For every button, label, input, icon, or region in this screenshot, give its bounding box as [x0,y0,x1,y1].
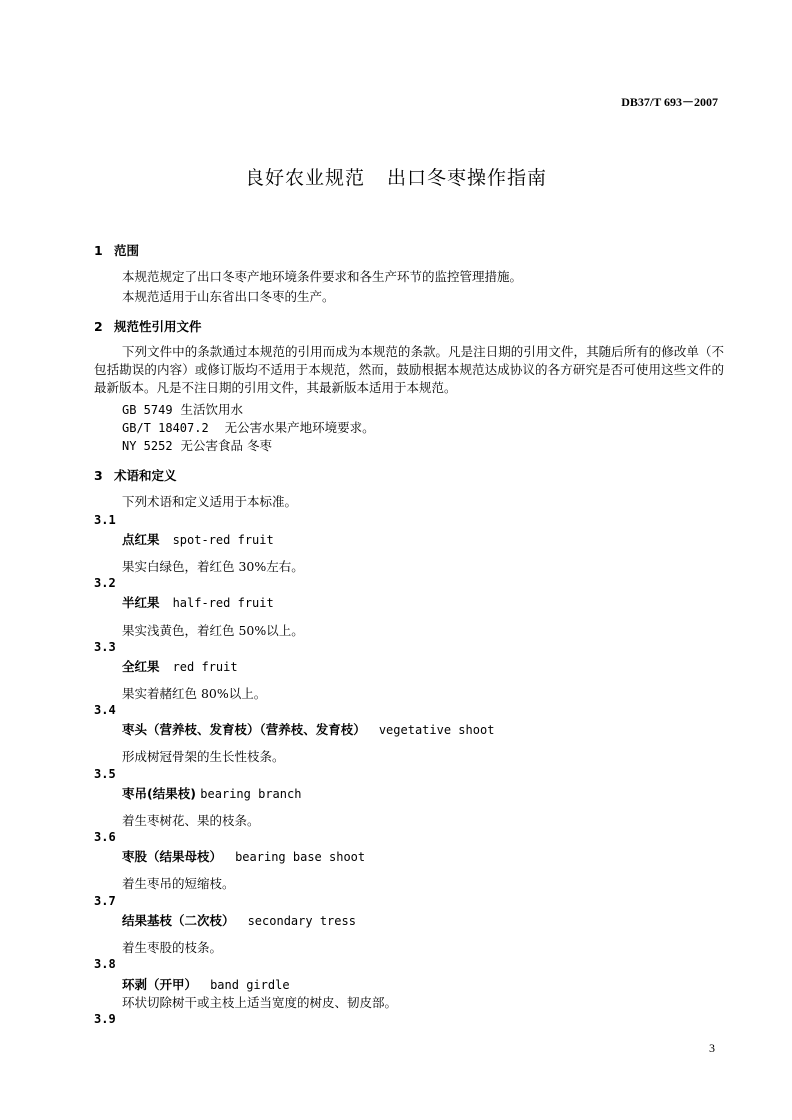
page-number: 3 [709,1041,715,1055]
term-number: 3.8 [94,957,116,971]
terms-intro: 下列术语和定义适用于本标准。 [122,494,298,509]
title-part1: 良好农业规范 [244,167,365,189]
term-number: 3.7 [94,894,116,908]
term-title: 半红果 half-red fruit [122,595,274,610]
section-heading-scope: 1 范围 [94,243,140,258]
term-title: 枣股（结果母枝） bearing base shoot [122,849,366,864]
term-number: 3.5 [94,767,116,781]
refs-intro-paragraph: 下列文件中的条款通过本规范的引用而成为本规范的条款。凡是注日期的引用文件，其随后所有的修改单（不包括勘误的内容）或修订版均不适用于本规范，然而，鼓励根据本规范达成协议的各方研究是否可使用这些文件的最新版本。凡是不注日期的引用文件，其最新版本适用于本规范。 [94,344,724,395]
term-definition: 果实白绿色，着红色 30%左右。 [122,559,304,574]
term-title: 点红果 spot-red fruit [122,532,274,547]
scope-paragraph-2: 本规范适用于山东省出口冬枣的生产。 [122,289,335,304]
term-number: 3.1 [94,513,116,527]
term-definition: 着生枣树花、果的枝条。 [122,813,260,828]
term-title: 枣吊(结果枝) bearing branch [122,786,302,801]
section-heading-refs: 2 规范性引用文件 [94,319,202,334]
term-definition: 着生枣股的枝条。 [122,940,223,955]
term-number: 3.6 [94,830,116,844]
scope-paragraph-1: 本规范规定了出口冬枣产地环境条件要求和各生产环节的监控管理措施。 [122,269,523,284]
term-number: 3.2 [94,576,116,590]
term-definition: 果实着赭红色 80%以上。 [122,686,267,701]
title-part2: 出口冬枣操作指南 [387,167,548,189]
term-definition: 着生枣吊的短缩枝。 [122,876,235,891]
term-number: 3.3 [94,640,116,654]
term-number: 3.4 [94,703,116,717]
standard-code: DB37/T 693－2007 [621,95,718,109]
section-heading-terms: 3 术语和定义 [94,468,177,483]
term-number: 3.9 [94,1012,116,1026]
term-title: 环剥（开甲） band girdle [122,977,290,992]
term-definition: 果实浅黄色，着红色 50%以上。 [122,623,304,638]
term-definition: 形成树冠骨架的生长性枝条。 [122,749,285,764]
ref-item: GB/T 18407.2 无公害水果产地环境要求。 [122,420,375,435]
term-definition: 环状切除树干或主枝上适当宽度的树皮、韧皮部。 [122,995,398,1010]
ref-item: NY 5252 无公害食品 冬枣 [122,438,273,453]
ref-item: GB 5749 生活饮用水 [122,402,244,417]
term-title: 结果基枝（二次枝） secondary tress [122,913,356,928]
term-title: 枣头（营养枝、发育枝）（营养枝、发育枝） vegetative shoot [122,722,495,737]
document-title [0,163,792,190]
term-title: 全红果 red fruit [122,659,238,674]
